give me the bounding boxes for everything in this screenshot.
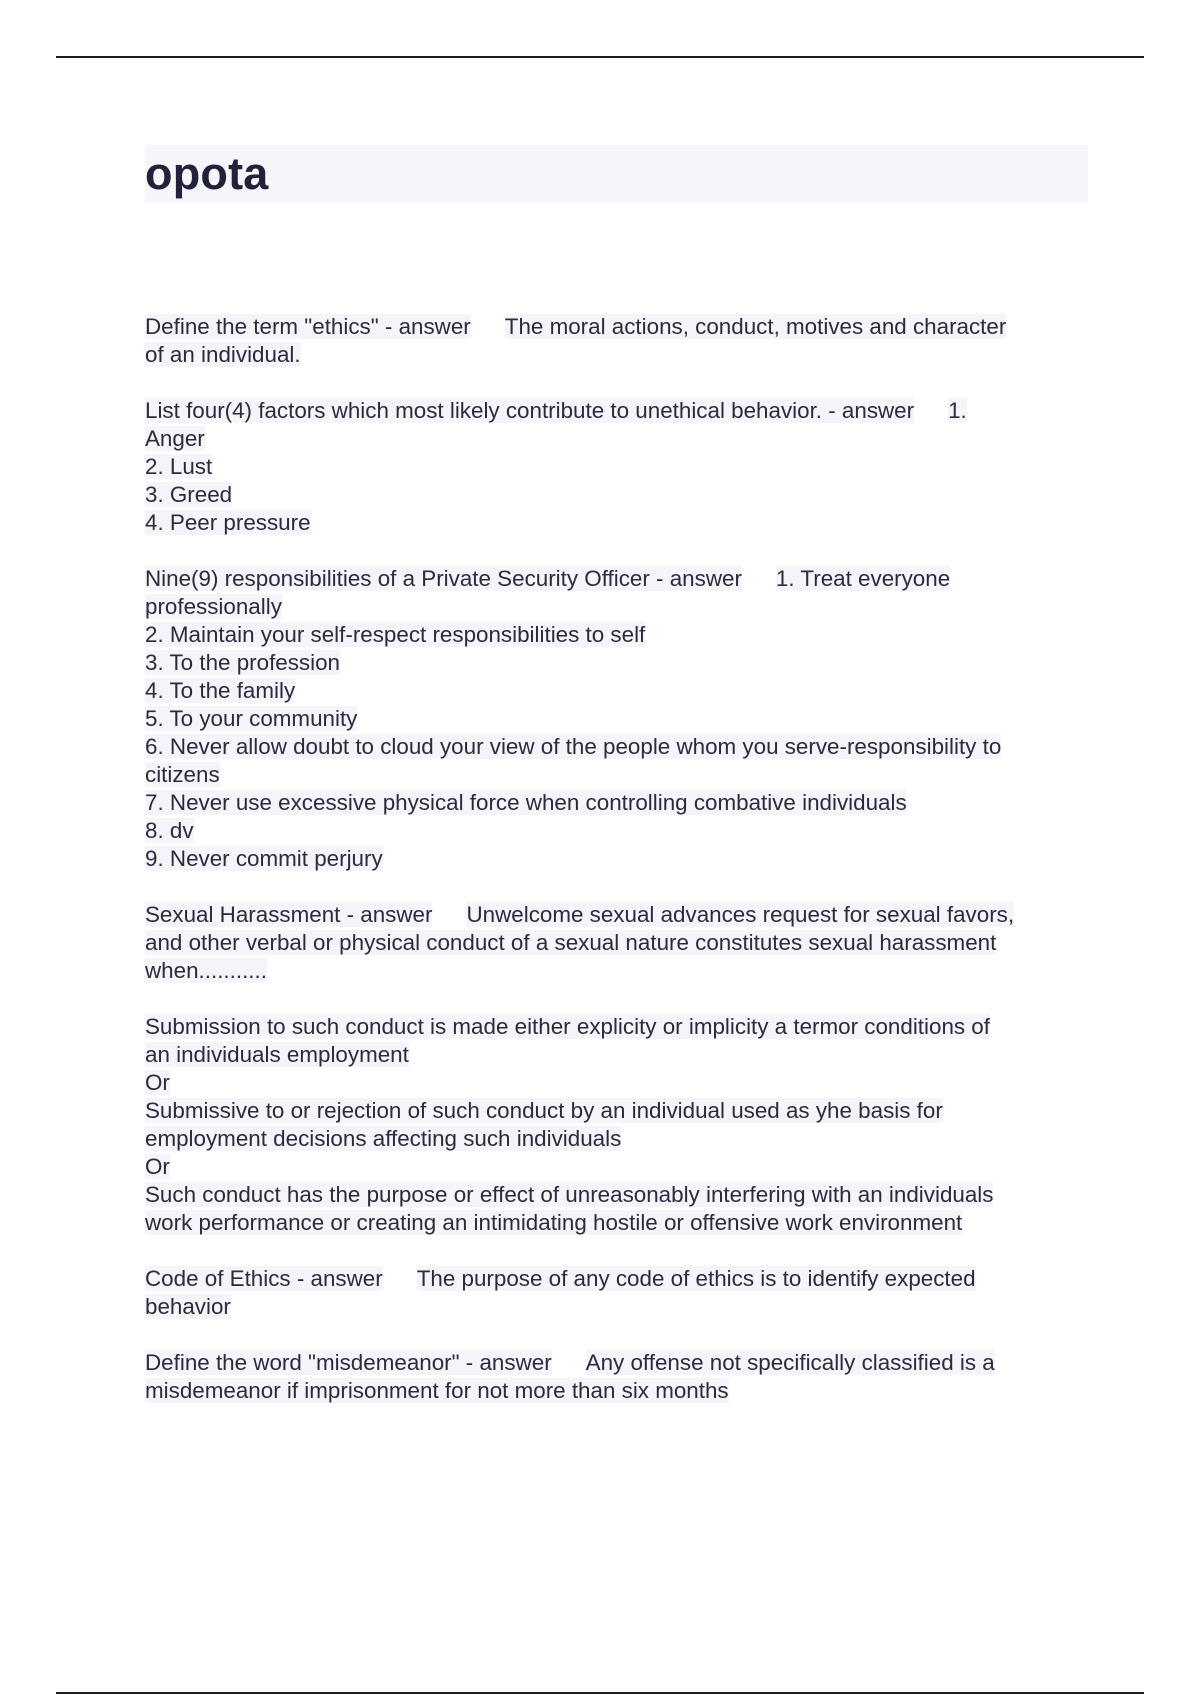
answer-text: 9. Never commit perjury [145, 846, 383, 871]
text-line [145, 649, 1095, 677]
text-line [145, 1153, 1095, 1181]
answer-text: when........... [145, 958, 267, 983]
answer-text: Any offense not specifically classified is a [585, 1350, 995, 1375]
answer-text: 1. Treat everyone [775, 566, 951, 591]
qa-ethics [145, 313, 1095, 369]
qa-code-of-ethics [145, 1265, 1095, 1321]
answer-text: 2. Lust [145, 454, 213, 479]
answer-text: 3. Greed [145, 482, 233, 507]
text-line [145, 397, 1095, 425]
answer-text: Anger [145, 426, 205, 451]
question-text: Define the word "misdemeanor" - answer [145, 1350, 552, 1375]
text-line [145, 481, 1095, 509]
text-line [145, 1125, 1095, 1153]
text-line [145, 1377, 1095, 1405]
text-line [145, 1293, 1095, 1321]
qa-unethical-factors [145, 397, 1095, 537]
text-line [145, 1209, 1095, 1237]
text-line [145, 341, 1095, 369]
bottom-rule [56, 1692, 1144, 1694]
answer-text: 4. To the family [145, 678, 296, 703]
text-line [145, 1069, 1095, 1097]
text-line [145, 313, 1095, 341]
answer-text: 4. Peer pressure [145, 510, 311, 535]
text-line [145, 705, 1095, 733]
answer-text: and other verbal or physical conduct of a sexual nature constitutes sexual harassment [145, 930, 997, 955]
question-text: Code of Ethics - answer [145, 1266, 383, 1291]
top-rule [56, 56, 1144, 58]
answer-text: of an individual. [145, 342, 301, 367]
answer-text: professionally [145, 594, 282, 619]
question-text: List four(4) factors which most likely contribute to unethical behavior. - answer [145, 398, 915, 423]
answer-text: 3. To the profession [145, 650, 341, 675]
qa-sexual-harassment [145, 901, 1095, 985]
answer-text: The purpose of any code of ethics is to identify expected [416, 1266, 976, 1291]
text-line [145, 1013, 1095, 1041]
question-text: Sexual Harassment - answer [145, 902, 433, 927]
text-line [145, 425, 1095, 453]
text-line [145, 957, 1095, 985]
question-text: Define the term "ethics" - answer [145, 314, 471, 339]
answer-text: employment decisions affecting such individuals [145, 1126, 622, 1151]
answer-text: Or [145, 1154, 170, 1179]
text-line [145, 1041, 1095, 1069]
document-title: opota [145, 148, 269, 199]
text-line [145, 1349, 1095, 1377]
answer-text: citizens [145, 762, 220, 787]
text-line [145, 509, 1095, 537]
text-line [145, 845, 1095, 873]
question-text: Nine(9) responsibilities of a Private Security Officer - answer [145, 566, 742, 591]
answer-text: Submissive to or rejection of such conduct by an individual used as yhe basis for [145, 1098, 943, 1123]
answer-text: 2. Maintain your self-respect responsibilities to self [145, 622, 646, 647]
answer-text: Submission to such conduct is made either explicity or implicity a termor conditions of [145, 1014, 990, 1039]
text-line [145, 677, 1095, 705]
text-line [145, 1097, 1095, 1125]
text-line [145, 565, 1095, 593]
answer-text: 8. dv [145, 818, 194, 843]
answer-text: 7. Never use excessive physical force when controlling combative individuals [145, 790, 907, 815]
text-line [145, 929, 1095, 957]
text-line [145, 621, 1095, 649]
answer-text: work performance or creating an intimidating hostile or offensive work environment [145, 1210, 963, 1235]
answer-text: The moral actions, conduct, motives and character [504, 314, 1007, 339]
text-line [145, 1265, 1095, 1293]
text-line [145, 733, 1095, 761]
qa-security-officer-responsibilities [145, 565, 1095, 873]
text-line [145, 761, 1095, 789]
text-line [145, 593, 1095, 621]
answer-text: an individuals employment [145, 1042, 409, 1067]
document-body [145, 313, 1095, 1433]
answer-text: 1. [948, 398, 967, 423]
text-line [145, 817, 1095, 845]
text-line [145, 901, 1095, 929]
text-line [145, 1181, 1095, 1209]
answer-text: behavior [145, 1294, 231, 1319]
qa-misdemeanor [145, 1349, 1095, 1405]
text-line [145, 453, 1095, 481]
answer-text: Such conduct has the purpose or effect of unreasonably interfering with an individuals [145, 1182, 994, 1207]
answer-text: 6. Never allow doubt to cloud your view of the people whom you serve-responsibility to [145, 734, 1002, 759]
qa-sexual-harassment-conditions [145, 1013, 1095, 1237]
answer-text: Unwelcome sexual advances request for sexual favors, [466, 902, 1015, 927]
answer-text: misdemeanor if imprisonment for not more than six months [145, 1378, 729, 1403]
title-band [145, 145, 1088, 202]
answer-text: Or [145, 1070, 170, 1095]
text-line [145, 789, 1095, 817]
answer-text: 5. To your community [145, 706, 358, 731]
